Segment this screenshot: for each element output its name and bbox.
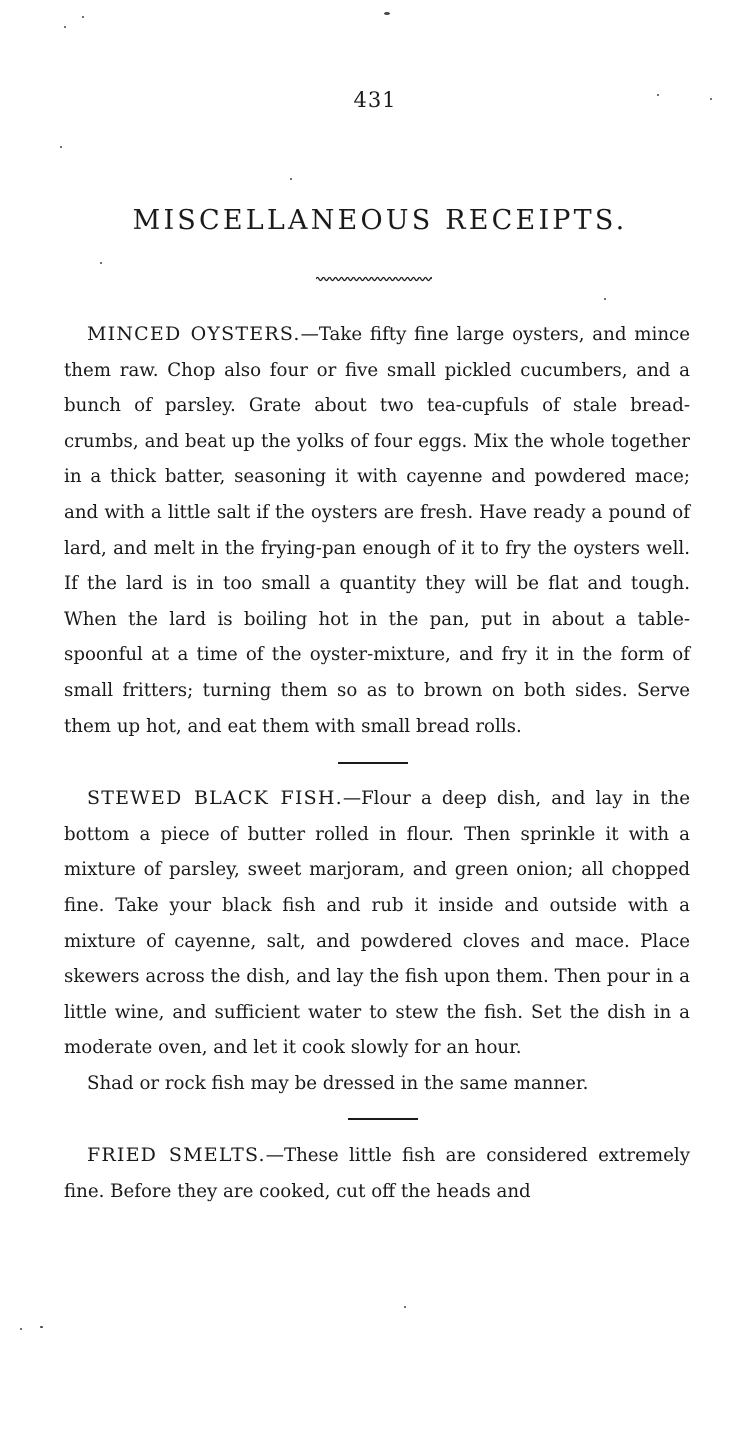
section-divider	[348, 1118, 418, 1120]
entry-stewed-black-fish	[64, 781, 690, 1101]
entry-heading: MINCED OYSTERS.	[87, 323, 301, 345]
scan-speck	[657, 94, 659, 96]
entry-paragraph	[64, 317, 690, 744]
section-title: MISCELLANEOUS RECEIPTS.	[132, 205, 628, 236]
entry-text: —These little fish are considered extremely fine. Before they are cooked, cut off the heads and	[64, 1145, 690, 1203]
page-number: 431	[353, 88, 397, 112]
receipts-body	[64, 317, 690, 1210]
entry-paragraph	[64, 781, 690, 1066]
entry-paragraph	[64, 1138, 690, 1209]
scan-speck	[40, 1326, 43, 1328]
entry-text: —Take fifty fine large oysters, and mince them raw. Chop also four or five small pickled cucumbers, and a bunch of parsley. Grate about two tea-cupfuls of stale bread-crumbs, and beat up the yolks of four eggs. Mix the whole together in a thick batter, seasoning it with cayenne and powdered mace; and with a little salt if the oysters are fresh. Have ready a pound of lard, and melt in the frying-pan enough of it to fry the oysters well. If the lard is in too small a quantity they will be flat and tough. When the lard is boiling hot in the pan, put in about a table-spoonful at a time of the oyster-mixture, and fry it in the form of small fritters; turning them so as to brown on both sides. Serve them up hot, and eat them with small bread rolls.	[64, 324, 690, 737]
scan-speck	[82, 16, 84, 18]
scan-speck	[20, 1328, 22, 1330]
scan-speck	[290, 178, 292, 180]
entry-text: Shad or rock fish may be dressed in the same manner.	[87, 1072, 589, 1094]
scan-speck	[710, 98, 712, 100]
scan-speck	[384, 12, 390, 15]
scan-speck	[60, 146, 62, 148]
entry-fried-smelts	[64, 1138, 690, 1209]
entry-heading: FRIED SMELTS.	[87, 1144, 266, 1167]
entry-text: —Flour a deep dish, and lay in the bottom a piece of butter rolled in flour. Then sprinkle it with a mixture of parsley, sweet marjoram, and green onion; all chopped fine. Take your black fish and rub it inside and outside with a mixture of cayenne, salt, and powdered cloves and mace. Place skewers across the dish, and lay the fish upon them. Then pour in a little wine, and sufficient water to stew the fish. Set the dish in a moderate oven, and let it cook slowly for an hour.	[64, 788, 691, 1059]
section-divider	[338, 762, 408, 764]
wavy-ornament	[316, 276, 432, 282]
entry-minced-oysters	[64, 317, 690, 744]
scan-speck	[64, 26, 66, 28]
scan-speck	[100, 262, 102, 264]
entry-paragraph	[64, 1066, 690, 1102]
scan-speck	[404, 1306, 406, 1308]
entry-heading: STEWED BLACK FISH.	[87, 787, 343, 810]
scan-speck	[604, 298, 606, 300]
